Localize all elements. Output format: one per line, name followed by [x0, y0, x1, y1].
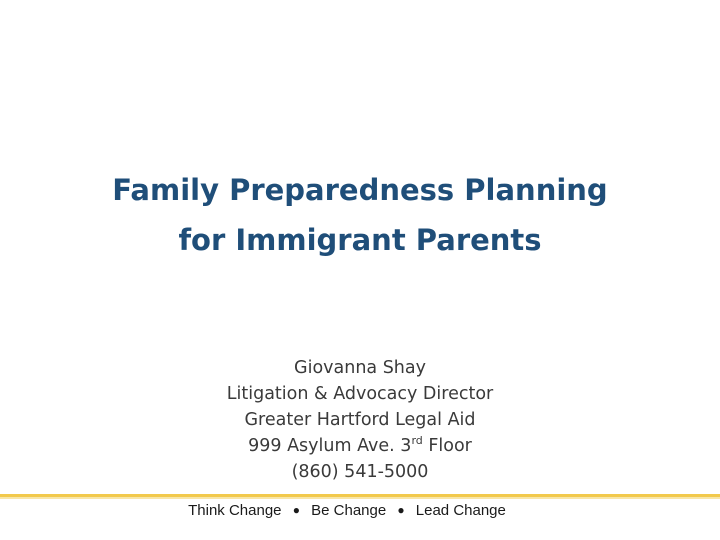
bullet-icon: ●: [292, 503, 300, 517]
footer-tagline: [0, 501, 694, 521]
presenter-role: Litigation & Advocacy Director: [226, 384, 494, 404]
presenter-phone: (860) 541-5000: [291, 462, 429, 482]
presenter-address: [0, 433, 720, 459]
tagline-lead-change: Lead Change: [415, 502, 506, 519]
address-suffix: Floor: [422, 436, 472, 456]
tagline-think-change: Think Change: [188, 502, 282, 519]
tagline-be-change: Be Change: [311, 502, 387, 519]
slide-title: [0, 165, 720, 265]
presenter-organization: Greater Hartford Legal Aid: [244, 410, 476, 430]
presenter-info: [0, 355, 720, 485]
presenter-name: Giovanna Shay: [294, 358, 426, 378]
address-prefix: 999 Asylum Ave. 3: [248, 436, 412, 456]
footer-divider-shadow: [0, 497, 720, 499]
title-line-1: Family Preparedness Planning: [112, 173, 608, 207]
bullet-icon: ●: [397, 503, 405, 517]
title-line-2: for Immigrant Parents: [178, 223, 542, 257]
address-superscript: rd: [411, 434, 423, 448]
